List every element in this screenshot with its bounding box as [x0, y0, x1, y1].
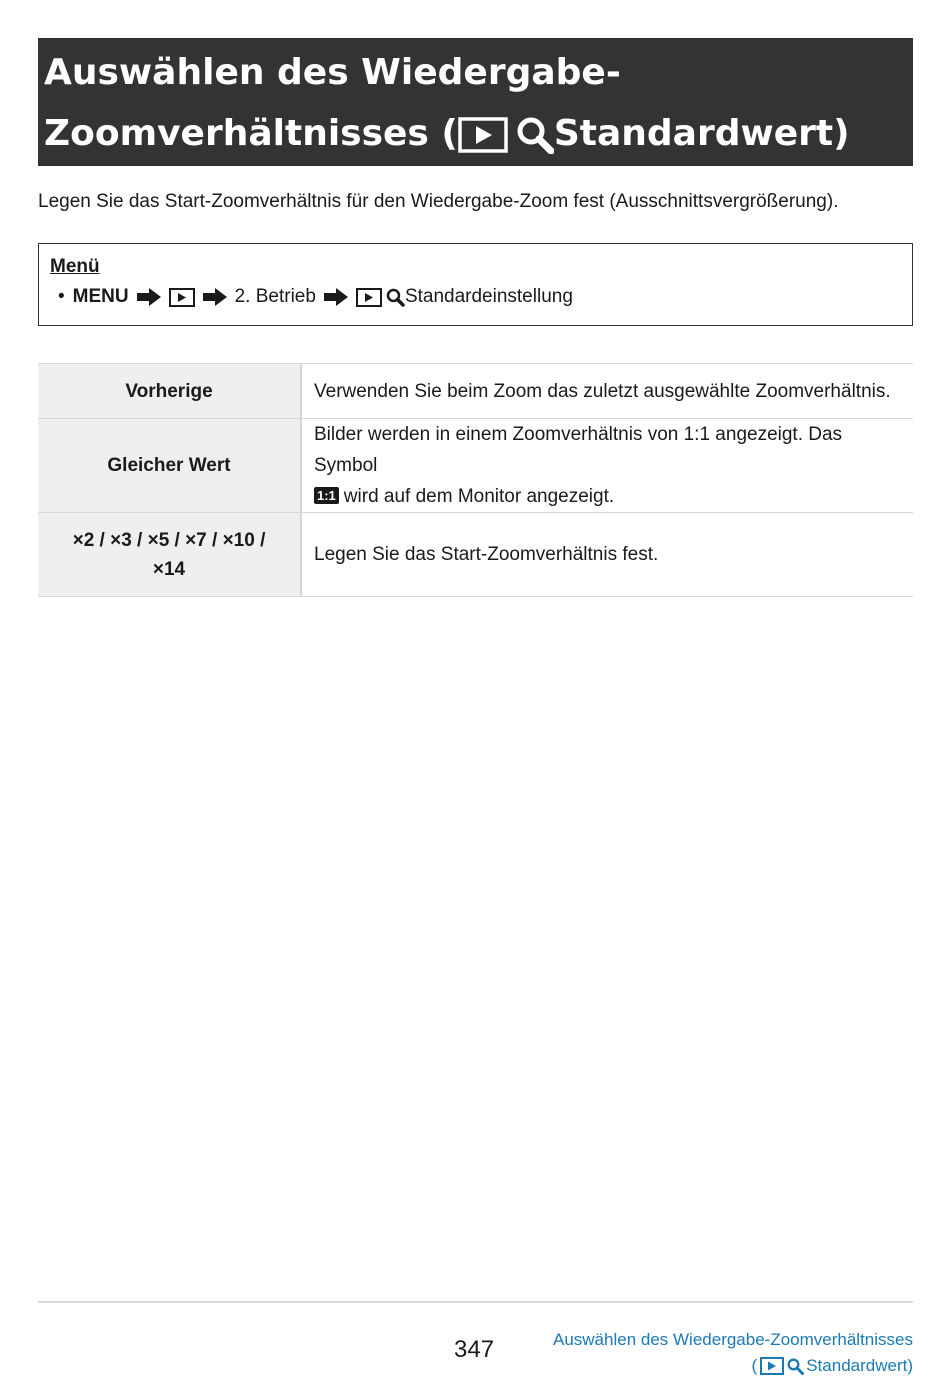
- footer-link-prefix: (: [751, 1356, 758, 1375]
- footer-link-line1[interactable]: Auswählen des Wiedergabe-Zoomverhältnisses: [552, 1330, 913, 1349]
- zoom-1-1-badge-icon: 1:1: [314, 487, 339, 504]
- title-line-1: Auswählen des Wiedergabe-: [44, 52, 621, 93]
- table-row: [38, 364, 913, 419]
- intro-text: Legen Sie das Start-Zoomverhältnis für den Wiedergabe-Zoom fest (Ausschnittsvergrößerung).: [38, 191, 839, 212]
- title-suffix: Standardwert): [553, 113, 850, 154]
- footer-link-line2[interactable]: [553, 1353, 913, 1379]
- table-value: [301, 419, 913, 513]
- menu-path: [50, 282, 912, 312]
- playback-icon: [169, 288, 195, 307]
- menu-step-operation: 2. Betrieb: [234, 286, 316, 307]
- footer-divider: [38, 1301, 913, 1303]
- table-value: Verwenden Sie beim Zoom das zuletzt ausgewählte Zoomverhältnis.: [301, 364, 913, 419]
- menu-path-box: [38, 243, 913, 326]
- table-value: Legen Sie das Start-Zoomverhältnis fest.: [301, 513, 913, 597]
- playback-icon: [458, 117, 508, 153]
- menu-key: MENU: [72, 286, 129, 307]
- settings-table: [38, 363, 913, 597]
- table-key: [38, 513, 301, 597]
- playback-icon: [356, 288, 382, 307]
- table-row: [38, 419, 913, 513]
- table-key: Gleicher Wert: [38, 419, 301, 513]
- title-line-2: [44, 103, 913, 164]
- page-number: 347: [454, 1336, 495, 1363]
- page-title: [38, 38, 913, 166]
- playback-icon: [760, 1357, 784, 1375]
- menu-heading: Menü: [50, 256, 100, 277]
- table-value-part2: wird auf dem Monitor angezeigt.: [343, 486, 615, 507]
- footer-section-link[interactable]: [553, 1327, 913, 1379]
- menu-step-setting: Standardeinstellung: [404, 286, 573, 307]
- magnifier-icon: [516, 116, 554, 154]
- table-value-part1: Bilder werden in einem Zoomverhältnis von 1:1 angezeigt. Das Symbol: [314, 424, 843, 476]
- magnifier-icon: [386, 288, 405, 307]
- table-key: Vorherige: [38, 364, 301, 419]
- title-prefix: Zoomverhältnisses (: [44, 113, 458, 154]
- bullet: •: [58, 286, 65, 307]
- magnifier-icon: [787, 1358, 804, 1375]
- table-key-line1: ×2 / ×3 / ×5 / ×7 / ×10 /: [72, 529, 266, 551]
- footer-link-suffix: Standardwert): [806, 1356, 913, 1375]
- table-row: [38, 513, 913, 597]
- arrow-right-icon: [137, 288, 161, 306]
- table-key-line2: ×14: [152, 558, 186, 580]
- arrow-right-icon: [324, 288, 348, 306]
- arrow-right-icon: [203, 288, 227, 306]
